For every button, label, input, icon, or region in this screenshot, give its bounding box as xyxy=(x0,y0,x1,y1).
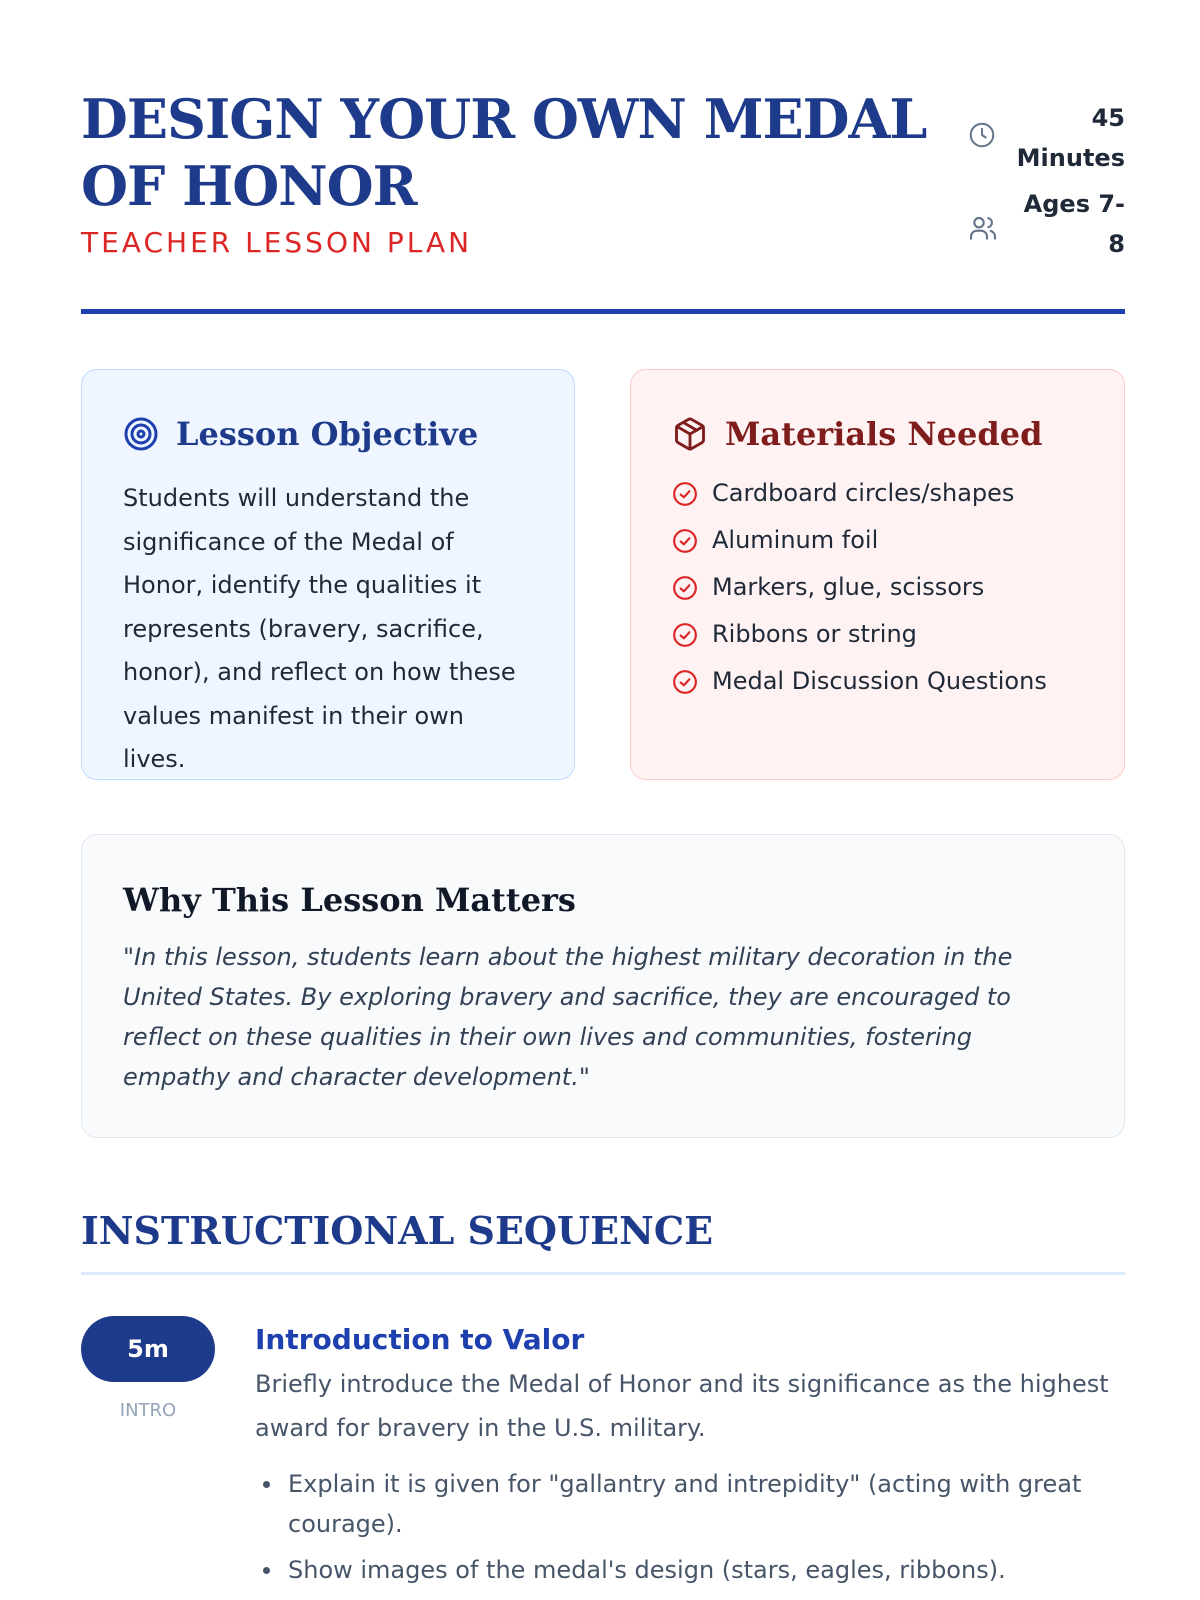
target-icon xyxy=(123,416,159,452)
material-label: Markers, glue, scissors xyxy=(712,573,985,601)
check-circle-icon xyxy=(672,669,698,695)
materials-list xyxy=(672,476,1047,711)
step-bullet-list xyxy=(255,1464,1115,1596)
list-item xyxy=(672,570,1047,617)
objective-text: Students will understand the significance of the Medal of Honor, identify the qualities it represents (bravery, sacrifice, honor), and reflect on how these values manifest in their own lives. xyxy=(123,484,516,773)
why-card xyxy=(81,834,1125,1138)
check-circle-icon xyxy=(672,622,698,648)
objective-card xyxy=(81,369,575,780)
page-title: DESIGN YOUR OWN MEDAL OF HONOR xyxy=(81,87,927,218)
step-description: Briefly introduce the Medal of Honor and its significance as the highest award for bravery in the U.S. military. xyxy=(255,1370,1109,1442)
header-divider xyxy=(81,309,1125,314)
package-icon xyxy=(672,416,708,452)
material-label: Medal Discussion Questions xyxy=(712,667,1047,695)
materials-title: Materials Needed xyxy=(725,415,1043,453)
step-title: Introduction to Valor xyxy=(255,1323,585,1356)
ages-text: Ages 7-8 xyxy=(1023,190,1125,258)
users-icon xyxy=(967,212,999,244)
list-item xyxy=(672,523,1047,570)
list-item xyxy=(672,476,1047,523)
check-circle-icon xyxy=(672,528,698,554)
clock-icon xyxy=(967,120,997,150)
list-item: Explain it is given for "gallantry and intrepidity" (acting with great courage). xyxy=(255,1464,1115,1544)
list-item: Show images of the medal's design (stars, eagles, ribbons). xyxy=(255,1550,1115,1590)
sequence-divider xyxy=(81,1272,1125,1275)
duration-text: 45 Minutes xyxy=(1016,104,1125,172)
materials-card xyxy=(630,369,1125,780)
why-quote: "In this lesson, students learn about the highest military decoration in the United States. By exploring bravery and sacrifice, they are encouraged to reflect on these qualities in their own lives and communities, fostering empathy and character development." xyxy=(123,943,1013,1091)
lesson-plan-page xyxy=(81,0,1125,1584)
sequence-heading: INSTRUCTIONAL SEQUENCE xyxy=(81,1208,714,1253)
page-subtitle: TEACHER LESSON PLAN xyxy=(81,226,473,259)
step-phase-tag: INTRO xyxy=(119,1400,177,1421)
why-title: Why This Lesson Matters xyxy=(123,881,576,919)
page-header xyxy=(81,0,1125,314)
step-duration-badge: 5m xyxy=(81,1316,215,1382)
material-label: Aluminum foil xyxy=(712,526,879,554)
check-circle-icon xyxy=(672,481,698,507)
material-label: Cardboard circles/shapes xyxy=(712,479,1015,507)
check-circle-icon xyxy=(672,575,698,601)
list-item xyxy=(672,664,1047,711)
objective-title: Lesson Objective xyxy=(176,415,479,453)
list-item xyxy=(672,617,1047,664)
material-label: Ribbons or string xyxy=(712,620,917,648)
